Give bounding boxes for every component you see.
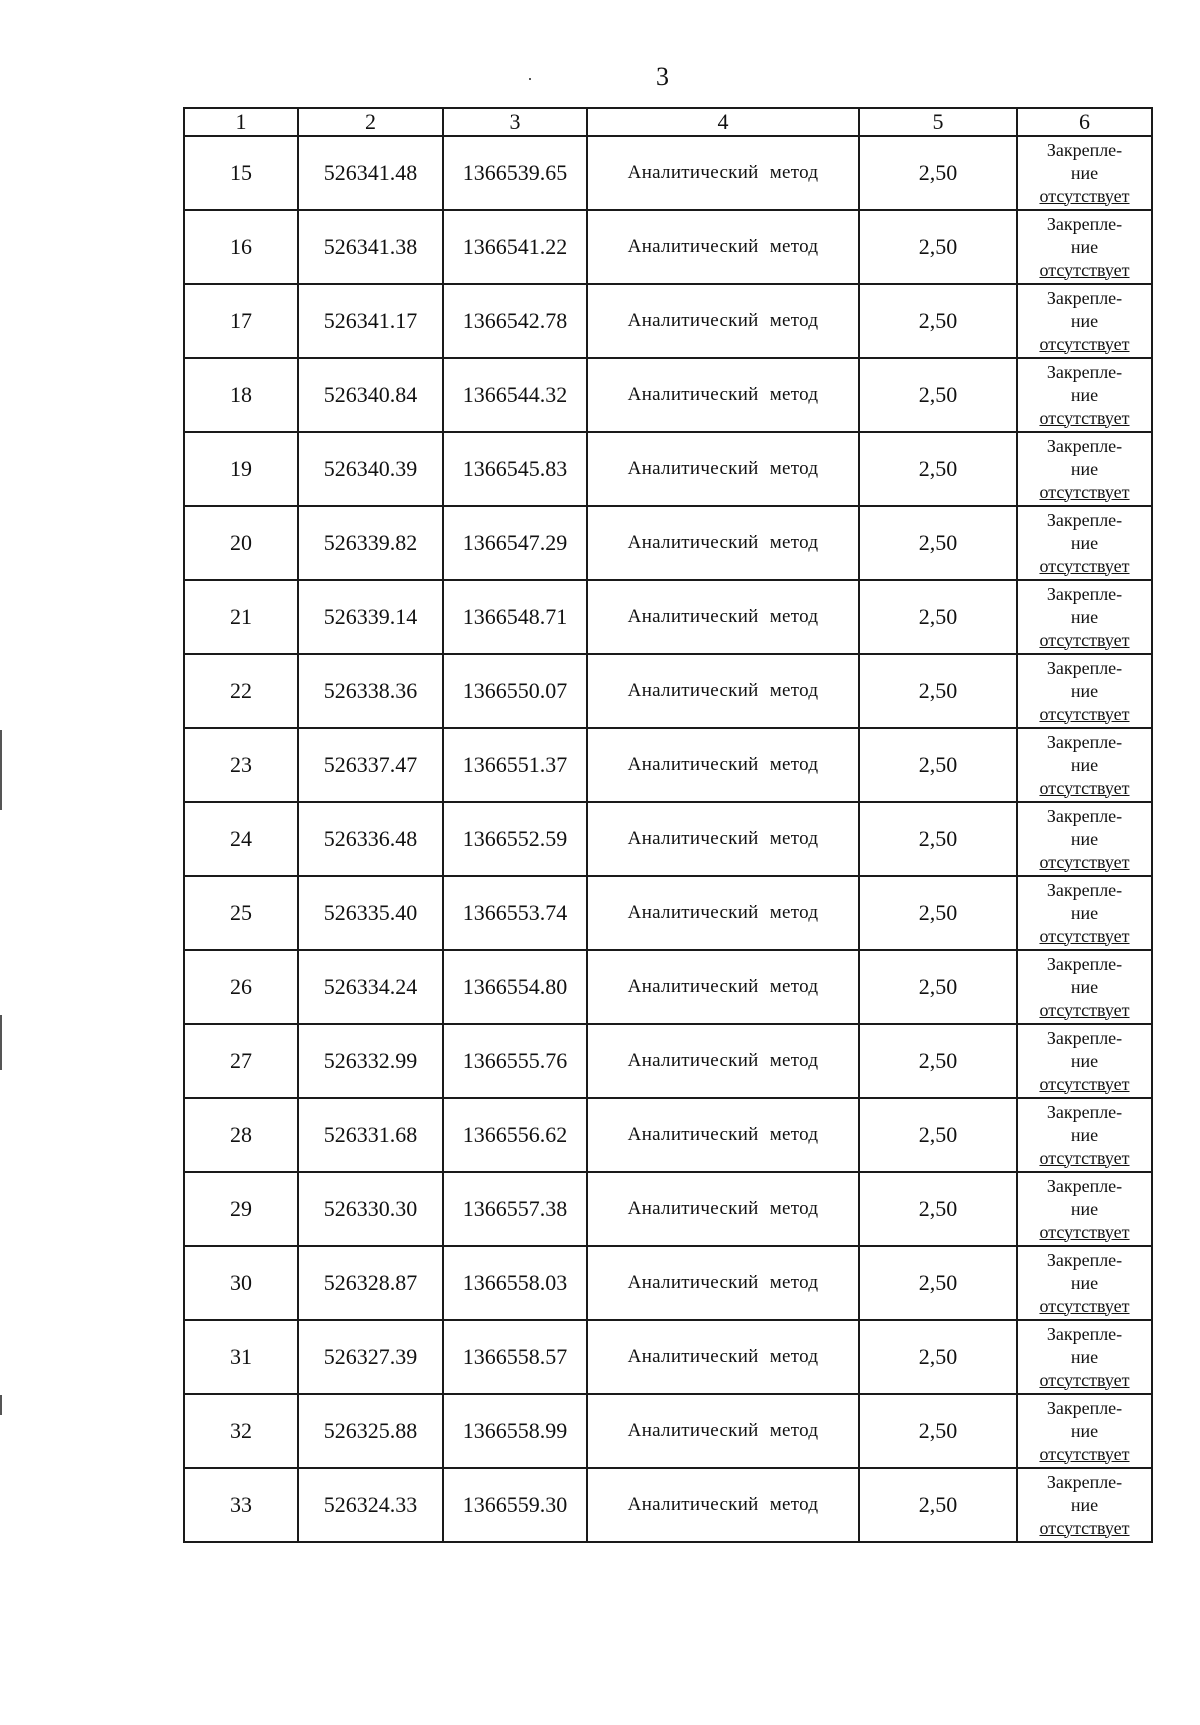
y-coordinate-cell: 1366558.57 [443, 1320, 587, 1394]
y-coordinate-cell: 1366554.80 [443, 950, 587, 1024]
method-cell: Аналитический метод [587, 876, 859, 950]
fixing-status-line: Закрепле- [1046, 1249, 1123, 1270]
x-coordinate-cell: 526331.68 [298, 1098, 443, 1172]
point-number-cell: 30 [184, 1246, 298, 1320]
fixing-status-line: отсутствует [1039, 481, 1130, 502]
fixing-status-line: Закрепле- [1046, 657, 1123, 678]
method-cell: Аналитический метод [587, 1098, 859, 1172]
error-cell: 2,50 [859, 876, 1017, 950]
error-cell: 2,50 [859, 210, 1017, 284]
fixing-status-line: ние [1070, 976, 1099, 997]
method-cell: Аналитический метод [587, 1320, 859, 1394]
point-number-cell: 17 [184, 284, 298, 358]
column-header-1: 1 [184, 108, 298, 136]
fixing-status-line: отсутствует [1039, 259, 1130, 280]
table-row [184, 136, 1152, 210]
point-number-cell: 29 [184, 1172, 298, 1246]
x-coordinate-cell: 526337.47 [298, 728, 443, 802]
fixing-status-line: Закрепле- [1046, 953, 1123, 974]
column-header-4: 4 [587, 108, 859, 136]
table-row [184, 1320, 1152, 1394]
point-number-cell: 26 [184, 950, 298, 1024]
table-row [184, 432, 1152, 506]
fixing-status-cell [1017, 654, 1152, 728]
fixing-status-line: ние [1070, 1050, 1099, 1071]
fixing-status-line: ние [1070, 754, 1099, 775]
table-row [184, 654, 1152, 728]
fixing-status-cell [1017, 1024, 1152, 1098]
x-coordinate-cell: 526330.30 [298, 1172, 443, 1246]
method-cell: Аналитический метод [587, 1172, 859, 1246]
fixing-status-cell [1017, 728, 1152, 802]
coordinates-table [183, 107, 1153, 1543]
column-header-2: 2 [298, 108, 443, 136]
fixing-status-line: отсутствует [1039, 703, 1130, 724]
fixing-status-line: ние [1070, 1124, 1099, 1145]
fixing-status-line: ние [1070, 236, 1099, 257]
fixing-status-line: отсутствует [1039, 185, 1130, 206]
method-cell: Аналитический метод [587, 580, 859, 654]
fixing-status-line: ние [1070, 902, 1099, 923]
fixing-status-cell [1017, 284, 1152, 358]
fixing-status-line: Закрепле- [1046, 435, 1123, 456]
error-cell: 2,50 [859, 1320, 1017, 1394]
y-coordinate-cell: 1366556.62 [443, 1098, 587, 1172]
y-coordinate-cell: 1366548.71 [443, 580, 587, 654]
fixing-status-cell [1017, 1468, 1152, 1542]
method-cell: Аналитический метод [587, 1394, 859, 1468]
fixing-status-line: Закрепле- [1046, 213, 1123, 234]
column-header-3: 3 [443, 108, 587, 136]
fixing-status-cell [1017, 876, 1152, 950]
fixing-status-line: Закрепле- [1046, 139, 1123, 160]
x-coordinate-cell: 526327.39 [298, 1320, 443, 1394]
x-coordinate-cell: 526336.48 [298, 802, 443, 876]
fixing-status-line: Закрепле- [1046, 879, 1123, 900]
fixing-status-line: ние [1070, 162, 1099, 183]
point-number-cell: 22 [184, 654, 298, 728]
method-cell: Аналитический метод [587, 358, 859, 432]
error-cell: 2,50 [859, 358, 1017, 432]
fixing-status-line: отсутствует [1039, 333, 1130, 354]
fixing-status-line: отсутствует [1039, 1295, 1130, 1316]
y-coordinate-cell: 1366552.59 [443, 802, 587, 876]
error-cell: 2,50 [859, 1394, 1017, 1468]
fixing-status-line: ние [1070, 458, 1099, 479]
fixing-status-line: отсутствует [1039, 555, 1130, 576]
fixing-status-line: Закрепле- [1046, 1397, 1123, 1418]
fixing-status-cell [1017, 1246, 1152, 1320]
point-number-cell: 25 [184, 876, 298, 950]
fixing-status-line: отсутствует [1039, 777, 1130, 798]
scan-speck [529, 78, 531, 80]
error-cell: 2,50 [859, 1246, 1017, 1320]
y-coordinate-cell: 1366558.03 [443, 1246, 587, 1320]
column-header-6: 6 [1017, 108, 1152, 136]
fixing-status-cell [1017, 580, 1152, 654]
fixing-status-line: отсутствует [1039, 999, 1130, 1020]
point-number-cell: 27 [184, 1024, 298, 1098]
method-cell: Аналитический метод [587, 1024, 859, 1098]
y-coordinate-cell: 1366553.74 [443, 876, 587, 950]
error-cell: 2,50 [859, 950, 1017, 1024]
x-coordinate-cell: 526328.87 [298, 1246, 443, 1320]
fixing-status-cell [1017, 506, 1152, 580]
y-coordinate-cell: 1366541.22 [443, 210, 587, 284]
y-coordinate-cell: 1366557.38 [443, 1172, 587, 1246]
method-cell: Аналитический метод [587, 654, 859, 728]
fixing-status-line: Закрепле- [1046, 1471, 1123, 1492]
x-coordinate-cell: 526338.36 [298, 654, 443, 728]
fixing-status-line: отсутствует [1039, 1517, 1130, 1538]
point-number-cell: 19 [184, 432, 298, 506]
fixing-status-cell [1017, 1394, 1152, 1468]
error-cell: 2,50 [859, 1098, 1017, 1172]
point-number-cell: 32 [184, 1394, 298, 1468]
fixing-status-cell [1017, 136, 1152, 210]
fixing-status-line: ние [1070, 1198, 1099, 1219]
fixing-status-line: отсутствует [1039, 1369, 1130, 1390]
fixing-status-line: ние [1070, 680, 1099, 701]
error-cell: 2,50 [859, 1024, 1017, 1098]
fixing-status-cell [1017, 210, 1152, 284]
x-coordinate-cell: 526340.39 [298, 432, 443, 506]
fixing-status-line: Закрепле- [1046, 583, 1123, 604]
y-coordinate-cell: 1366550.07 [443, 654, 587, 728]
fixing-status-line: ние [1070, 828, 1099, 849]
fixing-status-line: отсутствует [1039, 1443, 1130, 1464]
fixing-status-line: Закрепле- [1046, 1323, 1123, 1344]
fixing-status-cell [1017, 432, 1152, 506]
error-cell: 2,50 [859, 654, 1017, 728]
y-coordinate-cell: 1366559.30 [443, 1468, 587, 1542]
table-row [184, 802, 1152, 876]
table-row [184, 284, 1152, 358]
point-number-cell: 16 [184, 210, 298, 284]
fixing-status-cell [1017, 950, 1152, 1024]
point-number-cell: 23 [184, 728, 298, 802]
y-coordinate-cell: 1366555.76 [443, 1024, 587, 1098]
table-row [184, 210, 1152, 284]
error-cell: 2,50 [859, 506, 1017, 580]
method-cell: Аналитический метод [587, 136, 859, 210]
method-cell: Аналитический метод [587, 210, 859, 284]
x-coordinate-cell: 526334.24 [298, 950, 443, 1024]
table-row [184, 1098, 1152, 1172]
point-number-cell: 21 [184, 580, 298, 654]
fixing-status-line: Закрепле- [1046, 731, 1123, 752]
y-coordinate-cell: 1366551.37 [443, 728, 587, 802]
x-coordinate-cell: 526324.33 [298, 1468, 443, 1542]
y-coordinate-cell: 1366545.83 [443, 432, 587, 506]
table-row [184, 358, 1152, 432]
fixing-status-line: ние [1070, 606, 1099, 627]
y-coordinate-cell: 1366544.32 [443, 358, 587, 432]
column-header-5: 5 [859, 108, 1017, 136]
x-coordinate-cell: 526325.88 [298, 1394, 443, 1468]
error-cell: 2,50 [859, 728, 1017, 802]
fixing-status-line: отсутствует [1039, 1147, 1130, 1168]
x-coordinate-cell: 526339.82 [298, 506, 443, 580]
table-body [184, 136, 1152, 1542]
point-number-cell: 31 [184, 1320, 298, 1394]
fixing-status-line: отсутствует [1039, 629, 1130, 650]
fixing-status-line: ние [1070, 1272, 1099, 1293]
fixing-status-line: Закрепле- [1046, 1101, 1123, 1122]
point-number-cell: 33 [184, 1468, 298, 1542]
scan-edge-mark [0, 730, 2, 810]
table-row [184, 876, 1152, 950]
point-number-cell: 24 [184, 802, 298, 876]
error-cell: 2,50 [859, 580, 1017, 654]
error-cell: 2,50 [859, 432, 1017, 506]
point-number-cell: 15 [184, 136, 298, 210]
fixing-status-cell [1017, 1320, 1152, 1394]
table-row [184, 580, 1152, 654]
scan-edge-mark [0, 1395, 2, 1415]
x-coordinate-cell: 526341.17 [298, 284, 443, 358]
error-cell: 2,50 [859, 1172, 1017, 1246]
y-coordinate-cell: 1366558.99 [443, 1394, 587, 1468]
y-coordinate-cell: 1366539.65 [443, 136, 587, 210]
fixing-status-line: Закрепле- [1046, 287, 1123, 308]
fixing-status-cell [1017, 802, 1152, 876]
x-coordinate-cell: 526332.99 [298, 1024, 443, 1098]
fixing-status-line: ние [1070, 1346, 1099, 1367]
error-cell: 2,50 [859, 802, 1017, 876]
fixing-status-line: Закрепле- [1046, 1027, 1123, 1048]
fixing-status-line: ние [1070, 1494, 1099, 1515]
fixing-status-line: ние [1070, 310, 1099, 331]
x-coordinate-cell: 526341.48 [298, 136, 443, 210]
fixing-status-line: отсутствует [1039, 851, 1130, 872]
fixing-status-line: ние [1070, 1420, 1099, 1441]
table-row [184, 1394, 1152, 1468]
table-row [184, 1468, 1152, 1542]
table-row [184, 1246, 1152, 1320]
table-row [184, 1172, 1152, 1246]
method-cell: Аналитический метод [587, 284, 859, 358]
fixing-status-cell [1017, 1172, 1152, 1246]
fixing-status-line: отсутствует [1039, 925, 1130, 946]
error-cell: 2,50 [859, 1468, 1017, 1542]
fixing-status-line: отсутствует [1039, 1073, 1130, 1094]
point-number-cell: 28 [184, 1098, 298, 1172]
point-number-cell: 20 [184, 506, 298, 580]
fixing-status-line: Закрепле- [1046, 805, 1123, 826]
method-cell: Аналитический метод [587, 432, 859, 506]
error-cell: 2,50 [859, 136, 1017, 210]
scan-edge-mark [0, 1015, 2, 1070]
x-coordinate-cell: 526335.40 [298, 876, 443, 950]
table-row [184, 1024, 1152, 1098]
method-cell: Аналитический метод [587, 1246, 859, 1320]
x-coordinate-cell: 526341.38 [298, 210, 443, 284]
method-cell: Аналитический метод [587, 728, 859, 802]
fixing-status-line: отсутствует [1039, 1221, 1130, 1242]
x-coordinate-cell: 526339.14 [298, 580, 443, 654]
table-header [184, 108, 1152, 136]
method-cell: Аналитический метод [587, 802, 859, 876]
page-number: 3 [656, 62, 669, 91]
header-row [184, 108, 1152, 136]
x-coordinate-cell: 526340.84 [298, 358, 443, 432]
fixing-status-cell [1017, 1098, 1152, 1172]
y-coordinate-cell: 1366542.78 [443, 284, 587, 358]
fixing-status-line: ние [1070, 532, 1099, 553]
y-coordinate-cell: 1366547.29 [443, 506, 587, 580]
fixing-status-line: ние [1070, 384, 1099, 405]
point-number-cell: 18 [184, 358, 298, 432]
fixing-status-line: Закрепле- [1046, 509, 1123, 530]
fixing-status-cell [1017, 358, 1152, 432]
method-cell: Аналитический метод [587, 950, 859, 1024]
fixing-status-line: Закрепле- [1046, 361, 1123, 382]
fixing-status-line: отсутствует [1039, 407, 1130, 428]
table-row [184, 950, 1152, 1024]
table-row [184, 728, 1152, 802]
table-row [184, 506, 1152, 580]
method-cell: Аналитический метод [587, 506, 859, 580]
fixing-status-line: Закрепле- [1046, 1175, 1123, 1196]
error-cell: 2,50 [859, 284, 1017, 358]
method-cell: Аналитический метод [587, 1468, 859, 1542]
